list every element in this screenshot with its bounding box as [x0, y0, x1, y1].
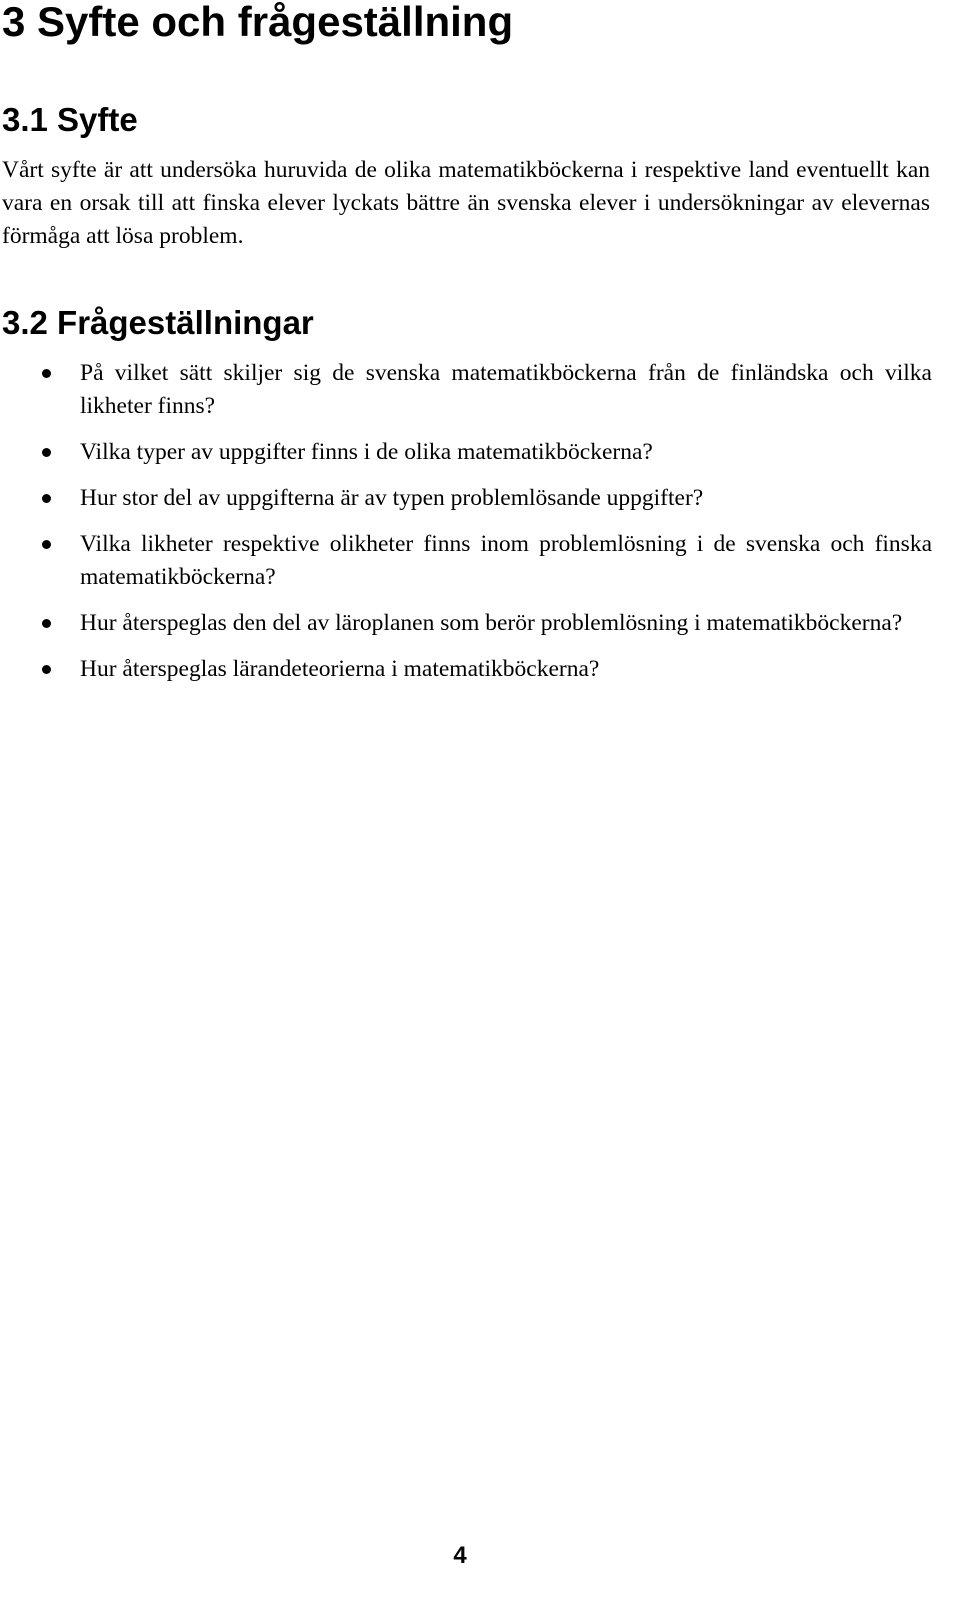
list-item [0, 607, 932, 640]
list-item [0, 528, 932, 594]
syfte-paragraph: Vårt syfte är att undersöka huruvida de olika matematikböckerna i respektive land eventuellt kan vara en orsak till att finska elever lyckats bättre än svenska elever i undersökningar av elevernas förmåga att lösa problem. [2, 157, 930, 249]
list-item-text: På vilket sätt skiljer sig de svenska matematikböckerna från de finländska och vilka likheter finns? [80, 360, 932, 419]
bullet-icon [42, 494, 51, 503]
bullet-icon [42, 369, 51, 378]
list-item [0, 653, 932, 686]
bullet-icon [42, 665, 51, 674]
question-list [0, 357, 932, 699]
list-item-text: Hur stor del av uppgifterna är av typen problemlösande uppgifter? [80, 485, 704, 511]
list-item-text: Hur återspeglas den del av läroplanen som berör problemlösning i matematikböckerna? [80, 610, 903, 636]
page-number: 4 [453, 1542, 467, 1569]
list-item [0, 357, 932, 423]
list-item [0, 482, 932, 515]
section-heading-fragestallningar: 3.2 Frågeställningar [2, 304, 314, 341]
bullet-icon [42, 540, 51, 549]
chapter-title: 3 Syfte och frågeställning [2, 0, 514, 45]
bullet-icon [42, 619, 51, 628]
list-item [0, 436, 932, 469]
list-item-text: Vilka typer av uppgifter finns i de olika matematikböckerna? [80, 439, 653, 465]
section-heading-syfte: 3.1 Syfte [2, 101, 138, 138]
list-item-text: Vilka likheter respektive olikheter finns inom problemlösning i de svenska och finska matematikböckerna? [80, 531, 932, 590]
list-item-text: Hur återspeglas lärandeteorierna i matematikböckerna? [80, 656, 600, 682]
bullet-icon [42, 448, 51, 457]
